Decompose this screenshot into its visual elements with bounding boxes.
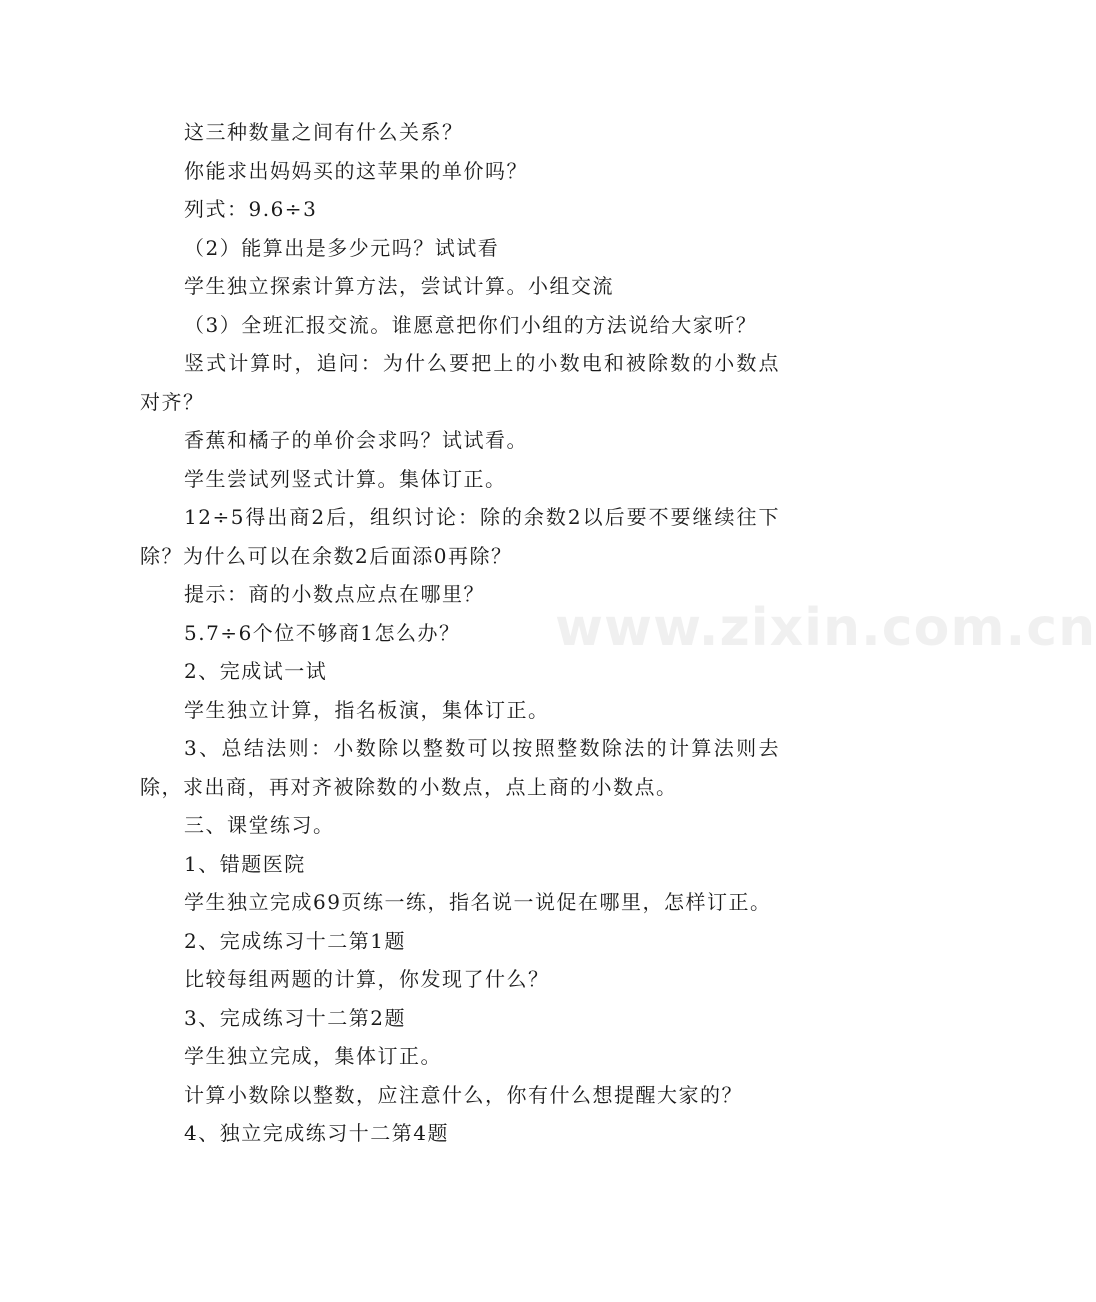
- paragraph: 学生独立完成69页练一练，指名说一说促在哪里，怎样订正。: [184, 890, 772, 914]
- paragraph: 比较每组两题的计算，你发现了什么？: [184, 967, 550, 991]
- paragraph: 竖式计算时，追问：为什么要把上的小数电和被除数的小数点对齐？: [140, 351, 780, 414]
- paragraph: 学生尝试列竖式计算。集体订正。: [184, 466, 507, 491]
- paragraph: 香蕉和橘子的单价会求吗？试试看。: [184, 428, 528, 452]
- paragraph: 学生独立完成，集体订正。: [184, 1044, 442, 1068]
- document-body: [140, 113, 780, 1153]
- paragraph: 2、完成试一试: [184, 659, 328, 683]
- paragraph: 2、完成练习十二第1题: [184, 928, 406, 953]
- paragraph: （2）能算出是多少元吗？试试看: [184, 235, 500, 260]
- paragraph: 这三种数量之间有什么关系？: [184, 120, 464, 144]
- paragraph: 学生独立探索计算方法，尝试计算。小组交流: [184, 274, 614, 298]
- paragraph: 3、完成练习十二第2题: [184, 1005, 406, 1030]
- paragraph: 你能求出妈妈买的这苹果的单价吗？: [184, 158, 528, 183]
- paragraph: 4、独立完成练习十二第4题: [184, 1121, 449, 1145]
- paragraph: 5.7÷6个位不够商1怎么办？: [184, 620, 461, 645]
- paragraph: 12÷5得出商2后，组织讨论：除的余数2以后要不要继续往下除？为什么可以在余数2后面添0再除？: [140, 505, 780, 568]
- paragraph: 1、错题医院: [184, 851, 306, 876]
- paragraph: 三、课堂练习。: [184, 813, 335, 837]
- paragraph: 列式：9.6÷3: [184, 197, 318, 221]
- paragraph: 学生独立计算，指名板演，集体订正。: [184, 697, 550, 722]
- watermark: www.zixin.com.cn: [555, 598, 1096, 658]
- paragraph: 提示：商的小数点应点在哪里？: [184, 582, 485, 606]
- paragraph: （3）全班汇报交流。谁愿意把你们小组的方法说给大家听？: [184, 312, 758, 337]
- paragraph: 计算小数除以整数，应注意什么，你有什么想提醒大家的？: [184, 1082, 743, 1107]
- paragraph: 3、总结法则：小数除以整数可以按照整数除法的计算法则去除，求出商，再对齐被除数的小数点，点上商的小数点。: [140, 736, 780, 799]
